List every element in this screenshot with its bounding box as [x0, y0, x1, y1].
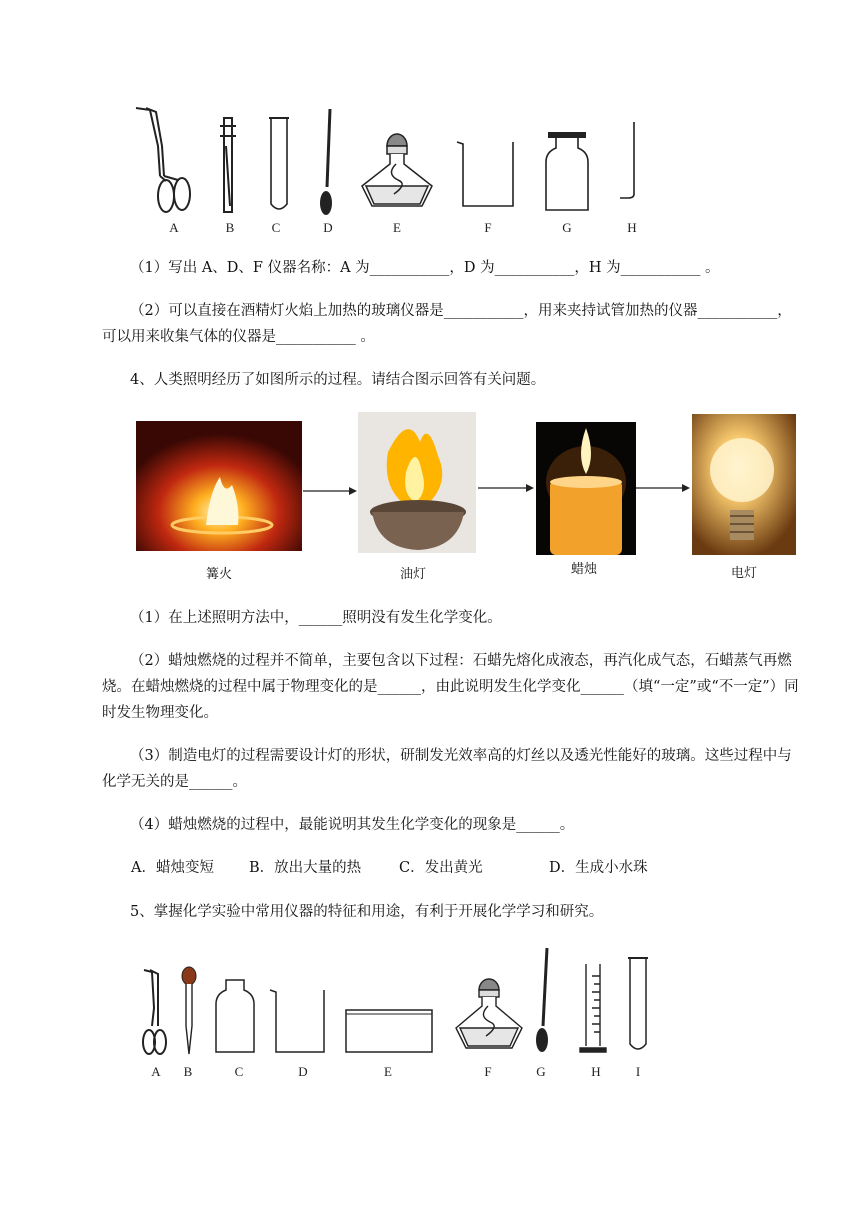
- caption-oil-lamp: 油灯: [399, 566, 426, 581]
- test-tube-icon: [628, 956, 648, 1056]
- light-bulb-image: [692, 414, 796, 555]
- alcohol-lamp-icon: [452, 970, 526, 1054]
- figure-label: B: [183, 1064, 193, 1079]
- figure-label: H: [591, 1064, 601, 1079]
- q3-sub2: （2）可以直接在酒精灯火焰上加热的玻璃仪器是___________，用来夹持试管加热的仪器___________，可以用来收集气体的仪器是___________ 。: [102, 303, 792, 345]
- figure-label: E: [384, 1064, 392, 1079]
- caption-bonfire: 篝火: [205, 566, 232, 581]
- option-d: D．生成小水珠: [549, 860, 648, 876]
- figure-label: C: [271, 220, 281, 235]
- option-c: C．发出黄光: [399, 860, 483, 876]
- q3-sub1: （1）写出 A、D、F 仪器名称：A 为___________，D 为___________，H 为___________ 。: [130, 260, 720, 276]
- beaker-icon: [455, 138, 519, 210]
- combustion-spoon-icon: [316, 107, 338, 219]
- alcohol-lamp-icon: [356, 124, 438, 214]
- candle-image: [536, 422, 636, 555]
- figure-label: A: [151, 1064, 161, 1079]
- oil-lamp-image: [358, 412, 476, 553]
- figure-label: F: [484, 220, 492, 235]
- arrow-icon: [636, 483, 690, 493]
- caption-electric-lamp: 电灯: [730, 565, 757, 580]
- test-tube-holder-icon: [216, 116, 240, 216]
- figure-label: D: [323, 220, 333, 235]
- q5-title: 5、掌握化学实验中常用仪器的特征和用途，有利于开展化学学习和研究。: [130, 904, 604, 920]
- option-b: B．放出大量的热: [249, 860, 362, 876]
- combustion-spoon-icon: [533, 946, 553, 1056]
- q4-title: 4、人类照明经历了如图所示的过程。请结合图示回答有关问题。: [130, 372, 546, 388]
- q4-sub4: （4）蜡烛燃烧的过程中，最能说明其发生化学变化的现象是______。: [130, 817, 575, 833]
- figure-label: G: [562, 220, 572, 235]
- gas-collecting-bottle-icon: [544, 130, 590, 214]
- option-a: A．蜡烛变短: [131, 860, 214, 876]
- figure-label: A: [169, 220, 179, 235]
- q4-sub2: （2）蜡烛燃烧的过程并不简单，主要包含以下过程：石蜡先熔化成液态，再汽化成气态，石蜡蒸气再燃烧。在蜡烛燃烧的过程中属于物理变化的是______，由此说明发生化学变化______（填“一定”或“不一定”）同时发生物理变化。: [102, 653, 799, 721]
- bonfire-image: [136, 421, 302, 551]
- figure-label: G: [536, 1064, 546, 1079]
- reagent-bottle-icon: [214, 978, 256, 1056]
- figure-label: D: [298, 1064, 308, 1079]
- glass-rod-icon: [612, 120, 642, 202]
- figure-label: E: [393, 220, 401, 235]
- caption-candle: 蜡烛: [570, 561, 597, 576]
- graduated-cylinder-icon: [578, 962, 608, 1056]
- q4-sub3: （3）制造电灯的过程需要设计灯的形状，研制发光效率高的灯丝以及透光性能好的玻璃。这些过程中与化学无关的是______。: [102, 748, 792, 790]
- crucible-tongs-icon: [132, 106, 192, 218]
- q4-sub1: （1）在上述照明方法中，______照明没有发生化学变化。: [130, 610, 502, 626]
- arrow-icon: [303, 486, 357, 496]
- figure-label: F: [484, 1064, 492, 1079]
- figure-label: C: [234, 1064, 244, 1079]
- water-trough-icon: [344, 1008, 434, 1054]
- beaker-icon: [268, 988, 328, 1056]
- figure-label: H: [627, 220, 637, 235]
- arrow-icon: [478, 483, 534, 493]
- figure-label: B: [225, 220, 235, 235]
- dropper-icon: [180, 966, 198, 1058]
- figure-label: I: [635, 1064, 641, 1079]
- crucible-tongs-icon: [140, 968, 168, 1058]
- test-tube-icon: [269, 116, 289, 216]
